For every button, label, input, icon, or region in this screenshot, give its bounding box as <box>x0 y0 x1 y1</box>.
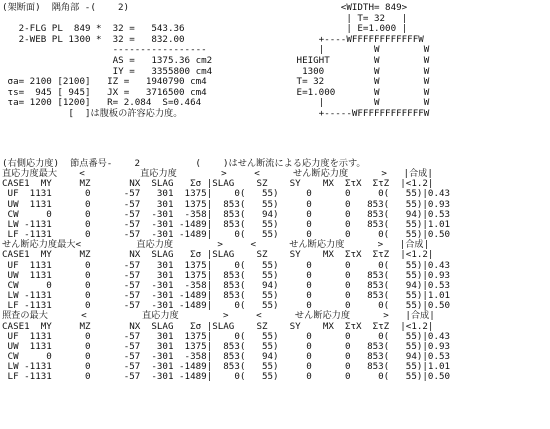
section-properties-block <box>2 3 212 120</box>
column-header-line: CASE1 MY MZ NX SLAG Σσ |SLAG SZ SY MX ΣτX ΣτZ |<1.2| <box>2 178 434 190</box>
group-header-line: 直応力度最大 < 直応力度 > < せん断応力度 > |合成| <box>2 168 433 180</box>
section-line: τa= 1200 [1200] R= 2.084 S=0.464 <box>2 97 202 109</box>
section-line: IY = 3355800 cm4 <box>2 65 213 77</box>
diagram-line: T= 32 W W <box>291 76 430 88</box>
table-row: UW 1131 0 -57 301 1375| 853( 55) 0 0 853( 55)|0.93 <box>2 198 451 210</box>
diagram-line: HEIGHT W W <box>291 54 430 66</box>
table-row: CW 0 0 -57 -301 -358| 853( 94) 0 0 853( 94)|0.53 <box>2 279 451 291</box>
section-line: (架断面) 隅角部 -( 2) <box>2 2 130 13</box>
section-line: 2-WEB PL 1300 * 32 = 832.00 <box>2 33 185 45</box>
diagram-line: +----WFFFFFFFFFFFFW <box>291 33 424 45</box>
section-line: 2-FLG PL 849 * 32 = 543.36 <box>2 23 185 35</box>
table-row: CW 0 0 -57 -301 -358| 853( 94) 0 0 853( 94)|0.53 <box>2 350 451 362</box>
table-row: LF -1131 0 -57 -301 -1489| 0( 55) 0 0 0( 55)|0.50 <box>2 229 451 241</box>
diagram-line: | W W <box>291 44 430 56</box>
table-row: LW -1131 0 -57 -301 -1489| 853( 55) 0 0 853( 55)|1.01 <box>2 290 451 302</box>
diagram-line: E=1.000 W W <box>291 86 430 98</box>
section-line: AS = 1375.36 cm2 <box>2 54 213 66</box>
diagram-line: 1300 W W <box>291 65 430 77</box>
section-line: σa= 2100 [2100] IZ = 1940790 cm4 <box>2 76 207 88</box>
section-line: τs= 945 [ 945] JX = 3716500 cm4 <box>2 86 207 98</box>
diagram-line: | E=1.000 | <box>291 23 408 35</box>
table-row: UW 1131 0 -57 301 1375| 853( 55) 0 0 853( 55)|0.93 <box>2 340 451 352</box>
diagram-line: | W W <box>291 97 430 109</box>
section-line: [ ]は腹板の許容応力度。 <box>2 107 183 119</box>
diagram-line: <WIDTH= 849> <box>291 2 408 13</box>
diagram-line: | T= 32 | <box>291 12 408 24</box>
table-row: LF -1131 0 -57 -301 -1489| 0( 55) 0 0 0( 55)|0.50 <box>2 300 451 312</box>
cross-section-diagram <box>291 3 429 120</box>
table-row: UF 1131 0 -57 301 1375| 0( 55) 0 0 0( 55)|0.43 <box>2 330 451 342</box>
table-title-line: (右側応力度) 節点番号- 2 ( )はせん断流による応力度を示す。 <box>2 158 366 169</box>
table-row: CW 0 0 -57 -301 -358| 853( 94) 0 0 853( 94)|0.53 <box>2 208 451 220</box>
group-header-line: せん断応力度最大< 直応力度 > < せん断応力度 > |合成| <box>2 239 430 251</box>
table-row: UF 1131 0 -57 301 1375| 0( 55) 0 0 0( 55)|0.43 <box>2 259 451 271</box>
section-line: ----------------- <box>2 44 207 56</box>
table-row: LW -1131 0 -57 -301 -1489| 853( 55) 0 0 853( 55)|1.01 <box>2 218 451 230</box>
stress-check-table <box>2 159 450 382</box>
table-row: UF 1131 0 -57 301 1375| 0( 55) 0 0 0( 55)|0.43 <box>2 188 451 200</box>
table-row: UW 1131 0 -57 301 1375| 853( 55) 0 0 853( 55)|0.93 <box>2 269 451 281</box>
diagram-line: +-----WFFFFFFFFFFFFW <box>291 107 430 119</box>
group-header-line: 照査の最大 < 直応力度 > < せん断応力度 > |合成| <box>2 310 435 322</box>
column-header-line: CASE1 MY MZ NX SLAG Σσ |SLAG SZ SY MX ΣτX ΣτZ |<1.2| <box>2 320 434 332</box>
table-row: LW -1131 0 -57 -301 -1489| 853( 55) 0 0 853( 55)|1.01 <box>2 361 451 373</box>
column-header-line: CASE1 MY MZ NX SLAG Σσ |SLAG SZ SY MX ΣτX ΣτZ |<1.2| <box>2 249 434 261</box>
table-row: LF -1131 0 -57 -301 -1489| 0( 55) 0 0 0( 55)|0.50 <box>2 371 451 383</box>
